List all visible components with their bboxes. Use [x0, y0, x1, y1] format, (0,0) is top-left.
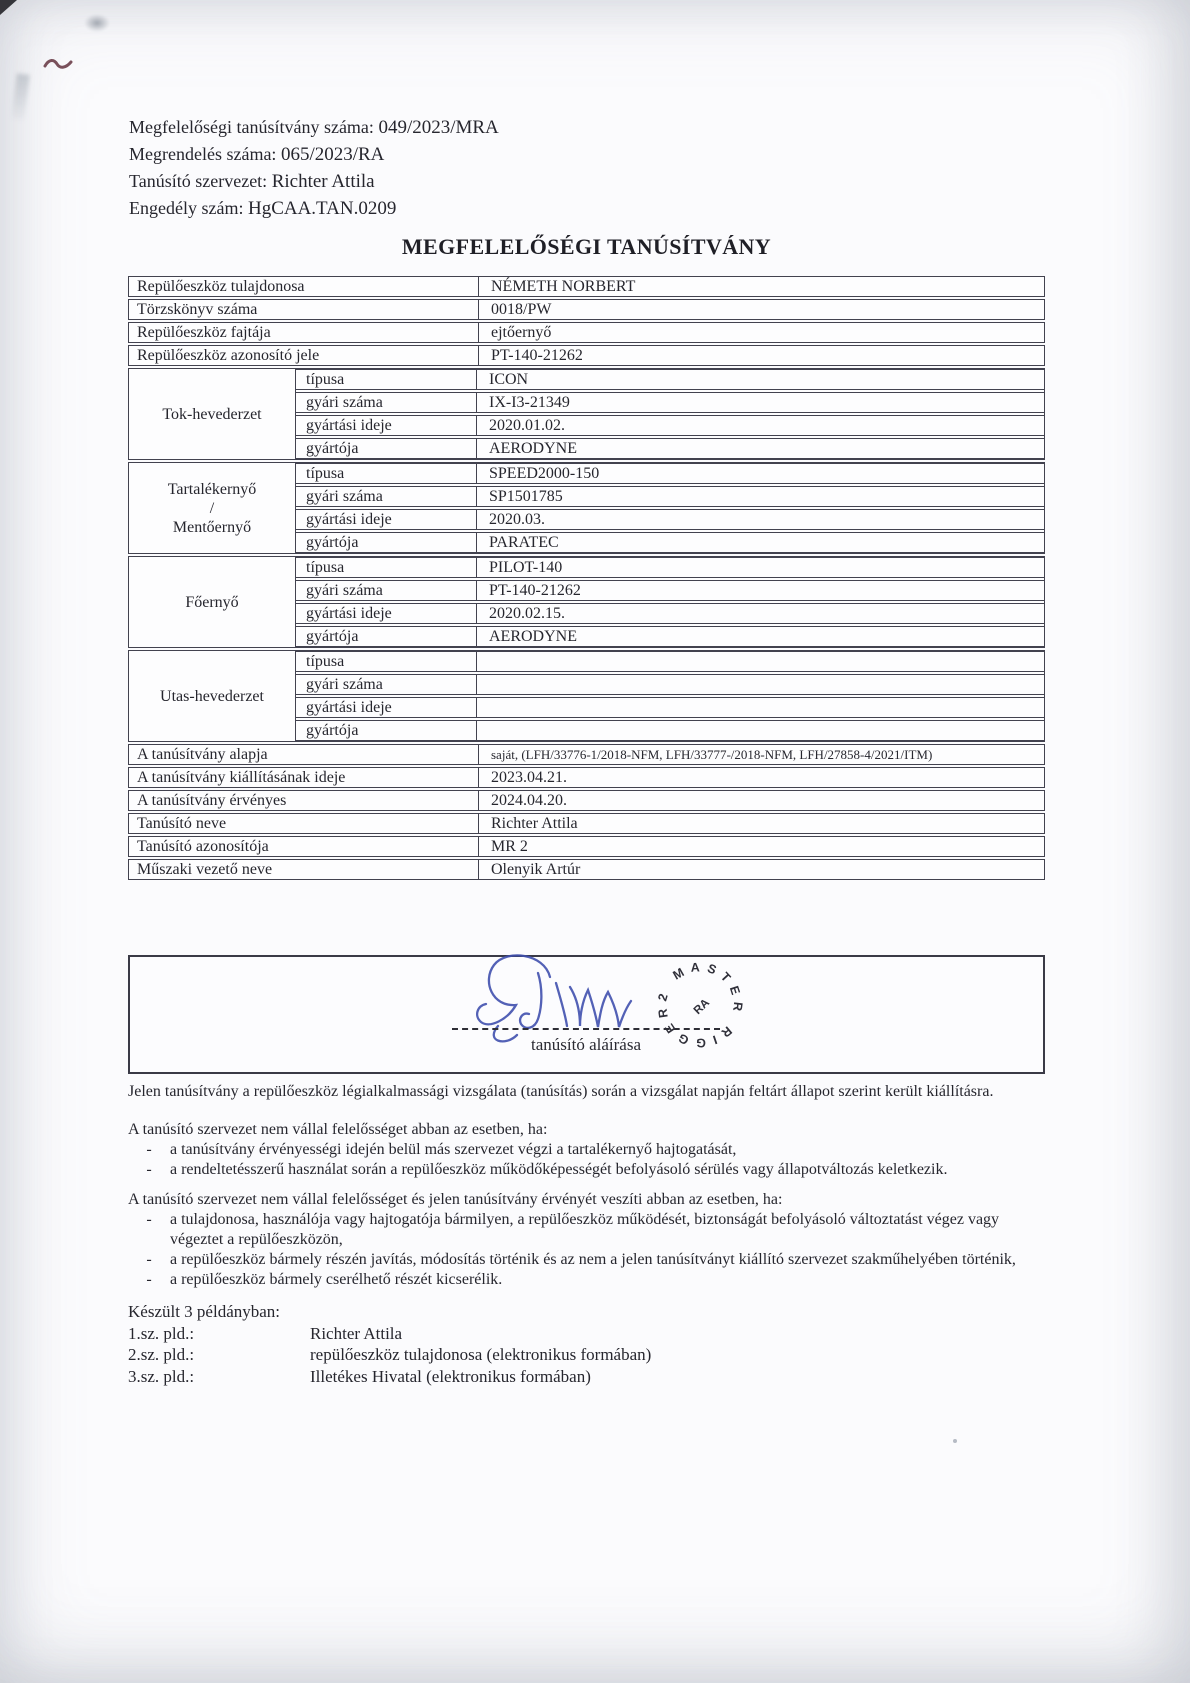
- group-label-line: Tartalékernyő: [167, 480, 257, 498]
- subrow-value: ICON: [489, 371, 529, 388]
- group-label-line: Tok-hevederzet: [162, 405, 262, 423]
- subrow-label: gyári száma: [296, 487, 477, 506]
- scan-ink-mark: [42, 56, 74, 72]
- order-number-line: [129, 141, 499, 168]
- table-subrow: [296, 697, 1044, 718]
- certificate-number-value: 049/2023/MRA: [378, 117, 499, 138]
- row-label: Tanúsító azonosítója: [129, 837, 479, 856]
- list-item: [128, 1250, 1078, 1270]
- subrow-value: PARATEC: [489, 534, 559, 551]
- subrow-label: gyári száma: [296, 393, 477, 412]
- table-subrow: [296, 557, 1044, 578]
- table-row: [128, 345, 1045, 366]
- signature-stroke: [556, 983, 631, 1027]
- table-row: [128, 836, 1045, 857]
- table-row: [128, 859, 1045, 880]
- table-row: [128, 790, 1045, 811]
- subrow-label: gyártási ideje: [296, 604, 477, 623]
- subrow-value: SP1501785: [489, 488, 563, 505]
- row-value: 0018/PW: [491, 301, 552, 318]
- table-row: [128, 299, 1045, 320]
- subrow-label: gyártási ideje: [296, 698, 477, 717]
- bullet-text: a tanúsítvány érvényességi idején belül más szervezet végzi a tartalékernyő hajtogatását,: [170, 1141, 737, 1158]
- subrow-value: [477, 652, 1044, 671]
- statement-paragraph: Jelen tanúsítvány a repülőeszköz légialkalmassági vizsgálata (tanúsítás) során a vizsgálat napján feltárt állapot szerint került kiállításra.: [128, 1083, 994, 1100]
- row-value: Richter Attila: [491, 815, 578, 832]
- table-subrow: [296, 674, 1044, 695]
- certifier-org-value: Richter Attila: [271, 171, 375, 192]
- row-value: saját, (LFH/33776-1/2018-NFM, LFH/33777-/2018-NFM, LFH/27858-4/2021/ITM): [491, 747, 933, 762]
- group-rows: [296, 651, 1044, 741]
- stamp-center-text: RA: [691, 996, 713, 1018]
- table-subrow: [296, 626, 1044, 647]
- scan-dot-artifact: [953, 1439, 957, 1443]
- table-subrow: [296, 463, 1044, 484]
- subrow-label: típusa: [296, 652, 477, 671]
- copies-section: [128, 1301, 928, 1387]
- list-item: [128, 1210, 1078, 1250]
- scan-smudge-artifact: [84, 14, 110, 32]
- group-rows: [296, 463, 1044, 553]
- table-row: [128, 276, 1045, 297]
- bullet-dash: -: [146, 1141, 152, 1158]
- certifier-org-line: [129, 168, 499, 195]
- bullet-text: a repülőeszköz bármely részén javítás, módosítás történik és az nem a jelen tanúsítványt kiállító szervezet szakműhelyében történik,: [170, 1251, 1016, 1268]
- order-number-label: Megrendelés száma:: [129, 144, 277, 164]
- subrow-label: gyártási ideje: [296, 510, 477, 529]
- bullet-text: a tulajdonosa, használója vagy hajtogatója bármilyen, a repülőeszköz működését, biztonságát befolyásoló változtatást végez vagy végeztet a repülőeszközön,: [170, 1211, 1000, 1248]
- list-item: [128, 1160, 1078, 1180]
- group-label-line: Utas-hevederzet: [160, 687, 264, 705]
- row-label: Tanúsító neve: [129, 814, 479, 833]
- table-row: [128, 744, 1045, 765]
- scan-corner-artifact: [0, 0, 17, 15]
- table-subrow: [296, 651, 1044, 672]
- list-item: [128, 1344, 928, 1366]
- table-row: [128, 767, 1045, 788]
- row-label: Műszaki vezető neve: [129, 860, 479, 879]
- subrow-label: gyári száma: [296, 581, 477, 600]
- subrow-value: PT-140-21262: [489, 582, 581, 599]
- stamp-ring-text: MASTER RIGGER2: [654, 960, 746, 1050]
- copy-value: repülőeszköz tulajdonosa (elektronikus formában): [310, 1345, 652, 1364]
- subrow-label: gyártója: [296, 439, 477, 458]
- liability-section-1: [128, 1120, 1078, 1180]
- bullet-dash: -: [146, 1161, 152, 1178]
- copy-label: 2.sz. pld.:: [128, 1345, 195, 1364]
- bullet-text: a rendeltetésszerű használat során a repülőeszköz működőképességét befolyásoló sérülés vagy állapotváltozás keletkezik.: [170, 1161, 948, 1178]
- page-title: MEGFELELŐSÉGI TANÚSÍTVÁNY: [401, 234, 772, 259]
- table-subrow: [296, 580, 1044, 601]
- table-subrow: [296, 720, 1044, 741]
- permit-number-line: [129, 195, 499, 222]
- certifier-org-label: Tanúsító szervezet:: [129, 171, 268, 191]
- main-canopy-group: [128, 556, 1045, 648]
- row-value: Olenyik Artúr: [491, 861, 581, 878]
- copy-label: 3.sz. pld.:: [128, 1366, 195, 1386]
- table-subrow: [296, 509, 1044, 530]
- subrow-value: AERODYNE: [489, 628, 577, 645]
- subrow-value: PILOT-140: [489, 559, 563, 576]
- subrow-label: gyártási ideje: [296, 416, 477, 435]
- group-rows: [296, 369, 1044, 459]
- reserve-canopy-group: [128, 462, 1045, 554]
- permit-number-value: HgCAA.TAN.0209: [247, 198, 397, 219]
- scan-streak-artifact: [11, 73, 30, 120]
- group-label: [129, 557, 296, 647]
- subrow-label: gyártója: [296, 533, 477, 552]
- subrow-value: 2020.03.: [489, 511, 545, 528]
- copy-value: Illetékes Hivatal (elektronikus formában): [310, 1366, 591, 1386]
- section-heading: A tanúsító szervezet nem vállal felelősséget abban az esetben, ha:: [128, 1121, 548, 1138]
- table-subrow: [296, 438, 1044, 459]
- harness-container-group: [128, 368, 1045, 460]
- subrow-value: [477, 721, 1044, 740]
- table-subrow: [296, 532, 1044, 553]
- row-value: NÉMETH NORBERT: [491, 278, 636, 295]
- subrow-label: típusa: [296, 558, 477, 577]
- row-label: Repülőeszköz fajtája: [129, 323, 479, 342]
- subrow-label: gyári száma: [296, 675, 477, 694]
- bullet-dash: -: [146, 1211, 152, 1228]
- group-label: [129, 369, 296, 459]
- row-value: PT-140-21262: [491, 347, 583, 364]
- row-label: A tanúsítvány kiállításának ideje: [129, 768, 479, 787]
- order-number-value: 065/2023/RA: [280, 144, 385, 165]
- table-subrow: [296, 486, 1044, 507]
- certificate-table: [128, 276, 1045, 880]
- table-subrow: [296, 415, 1044, 436]
- table-subrow: [296, 392, 1044, 413]
- row-value: 2023.04.21.: [491, 769, 567, 786]
- list-item: [128, 1270, 1078, 1290]
- certificate-number-label: Megfelelőségi tanúsítvány száma:: [129, 117, 374, 137]
- subrow-label: típusa: [296, 464, 477, 483]
- table-row: [128, 322, 1045, 343]
- permit-number-label: Engedély szám:: [129, 198, 244, 218]
- subrow-value: AERODYNE: [489, 440, 577, 457]
- table-subrow: [296, 603, 1044, 624]
- subrow-value: [477, 698, 1044, 717]
- list-item: [128, 1323, 928, 1345]
- subrow-value: IX-I3-21349: [489, 394, 570, 411]
- list-item: [128, 1366, 928, 1388]
- row-label: Repülőeszköz tulajdonosa: [129, 277, 479, 296]
- row-value: 2024.04.20.: [491, 792, 567, 809]
- group-label-line: Főernyő: [185, 593, 239, 611]
- liability-section-2: [128, 1190, 1078, 1290]
- row-value: ejtőernyő: [491, 324, 552, 341]
- subrow-value: 2020.02.15.: [489, 605, 565, 622]
- row-label: Repülőeszköz azonosító jele: [129, 346, 479, 365]
- subrow-label: gyártója: [296, 627, 477, 646]
- signature-stroke: [520, 973, 541, 1028]
- bullet-dash: -: [146, 1251, 152, 1268]
- table-subrow: [296, 369, 1044, 390]
- subrow-label: típusa: [296, 370, 477, 389]
- copies-heading: Készült 3 példányban:: [128, 1302, 281, 1321]
- subrow-label: gyártója: [296, 721, 477, 740]
- row-label: A tanúsítvány érvényes: [129, 791, 479, 810]
- section-heading: A tanúsító szervezet nem vállal felelősséget és jelen tanúsítvány érvényét veszíti abban az esetben, ha:: [128, 1191, 783, 1208]
- signature-box: [128, 955, 1045, 1074]
- table-row: [128, 813, 1045, 834]
- row-value: MR 2: [491, 838, 528, 855]
- signature-caption: tanúsító aláírása: [531, 1035, 641, 1054]
- bullet-dash: -: [146, 1271, 152, 1288]
- certificate-number-line: [129, 114, 499, 141]
- copy-label: 1.sz. pld.:: [128, 1323, 195, 1343]
- group-label: [129, 651, 296, 741]
- subrow-value: 2020.01.02.: [489, 417, 565, 434]
- group-label: [129, 463, 296, 553]
- bullet-text: a repülőeszköz bármely cserélhető részét kicserélik.: [170, 1271, 503, 1288]
- group-label-line: Mentőernyő: [172, 518, 252, 536]
- subrow-value: [477, 675, 1044, 694]
- row-label: A tanúsítvány alapja: [129, 745, 479, 764]
- subrow-value: SPEED2000-150: [489, 465, 600, 482]
- document-header: [129, 114, 499, 222]
- row-label: Törzskönyv száma: [129, 300, 479, 319]
- group-label-line: /: [209, 499, 215, 517]
- list-item: [128, 1140, 1078, 1160]
- passenger-harness-group: [128, 650, 1045, 742]
- group-rows: [296, 557, 1044, 647]
- copy-value: Richter Attila: [310, 1323, 403, 1343]
